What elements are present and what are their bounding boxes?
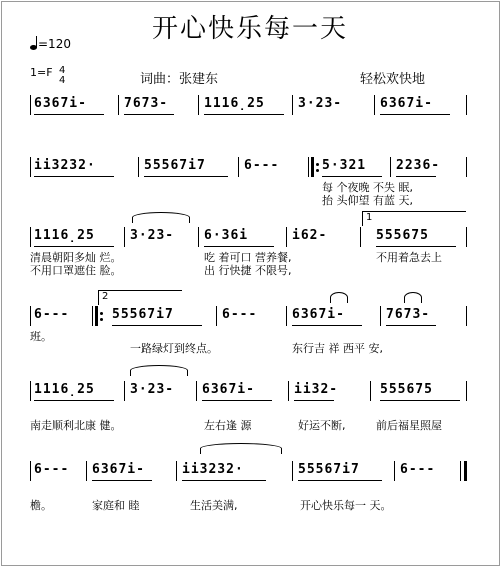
- measure: 6---: [34, 307, 70, 322]
- measure: 7673-: [386, 307, 431, 322]
- measure: 1116̣25: [204, 96, 265, 111]
- lyric-verse-2: 抬 头仰望 有蓝 天,: [322, 194, 413, 207]
- measure: 6---: [244, 158, 280, 173]
- measure: 6367i-: [34, 96, 87, 111]
- staff-line-4: [0, 291, 500, 376]
- staff-line-6: [0, 461, 500, 531]
- measure: 3·23-: [298, 96, 343, 111]
- measure: 6367i-: [202, 382, 255, 397]
- song-title: 开心快乐每一天: [151, 14, 348, 44]
- slur: [132, 212, 190, 223]
- measure: 7673-: [124, 96, 169, 111]
- lyric-verse-1: 每 个夜晚 不失 眠,: [322, 181, 413, 194]
- measure: 1116̣25: [34, 382, 95, 397]
- lyric-verse-2: 不用口罩遮住 脸。: [30, 264, 122, 277]
- slur: [200, 443, 282, 454]
- lyric-verse-1: 左右逢 源: [204, 419, 252, 432]
- measure: 3·23-: [130, 228, 175, 243]
- measure: 6---: [400, 462, 436, 477]
- quarter-note-icon: [30, 36, 38, 50]
- tempo-value: =120: [38, 37, 71, 51]
- lyric-verse-1: 生活美满,: [190, 499, 238, 512]
- lyric-verse-1: 南走顺利北康 健。: [30, 419, 122, 432]
- measure: 3·23-: [130, 382, 175, 397]
- slur: [130, 365, 188, 376]
- measure: 555675: [380, 382, 433, 397]
- measure: iі3232·: [34, 158, 96, 173]
- lyric-verse-2: 出 行快捷 不限号,: [204, 264, 292, 277]
- measure: 6367i-: [292, 307, 345, 322]
- lyric-verse-1: 清晨朝阳多灿 烂。: [30, 251, 122, 264]
- measure: i62-: [292, 228, 328, 243]
- measure: 6---: [222, 307, 258, 322]
- meter-top: 4: [59, 65, 66, 76]
- staff-line-3: [0, 212, 500, 297]
- lyric-verse-1: 好运不断,: [298, 419, 346, 432]
- lyric-verse-1: 开心快乐每一 天。: [300, 499, 392, 512]
- measure: 55567i7: [112, 307, 174, 322]
- key-label: 1=F: [30, 66, 53, 79]
- lyric-verse-1: 家庭和 睦: [92, 499, 140, 512]
- slur: [404, 292, 422, 303]
- measure: 2236-: [396, 158, 441, 173]
- measure: 55567i7: [298, 462, 360, 477]
- staff-line-5: [0, 381, 500, 451]
- measure: 6---: [34, 462, 70, 477]
- meter-bottom: 4: [59, 75, 66, 86]
- lyric-verse-1: 班。: [30, 330, 52, 343]
- lyric-verse-1: 一路绿灯到终点。: [130, 342, 218, 355]
- measure: ii3232·: [182, 462, 244, 477]
- lyric-verse-1: 东行吉 祥 西平 安,: [292, 342, 383, 355]
- volta-2: 2: [98, 290, 182, 305]
- expression-marking: 轻松欢快地: [360, 72, 426, 87]
- volta-1: 1: [362, 211, 466, 226]
- measure: 6·36i: [204, 228, 249, 243]
- time-signature: [59, 66, 65, 86]
- measure: 1116̣25: [34, 228, 95, 243]
- key-signature: [30, 66, 65, 86]
- tempo-marking: [30, 36, 71, 51]
- staff-line-1: [0, 95, 500, 165]
- slur: [330, 292, 348, 303]
- measure: 6367i-: [380, 96, 433, 111]
- measure: 55567i7: [144, 158, 206, 173]
- measure: 5·321: [322, 158, 367, 173]
- lyric-verse-1: 前后福星照屋: [376, 419, 442, 432]
- lyric-verse-1: 吃 着可口 营养餐,: [204, 251, 292, 264]
- lyric-verse-1: 檐。: [30, 499, 52, 512]
- measure: 6367i-: [92, 462, 145, 477]
- measure: ii32-: [294, 382, 339, 397]
- measure: 555675: [376, 228, 429, 243]
- composer-credit: 词曲：张建东: [140, 72, 219, 87]
- lyric-verse-1: 不用着急去上: [376, 251, 442, 264]
